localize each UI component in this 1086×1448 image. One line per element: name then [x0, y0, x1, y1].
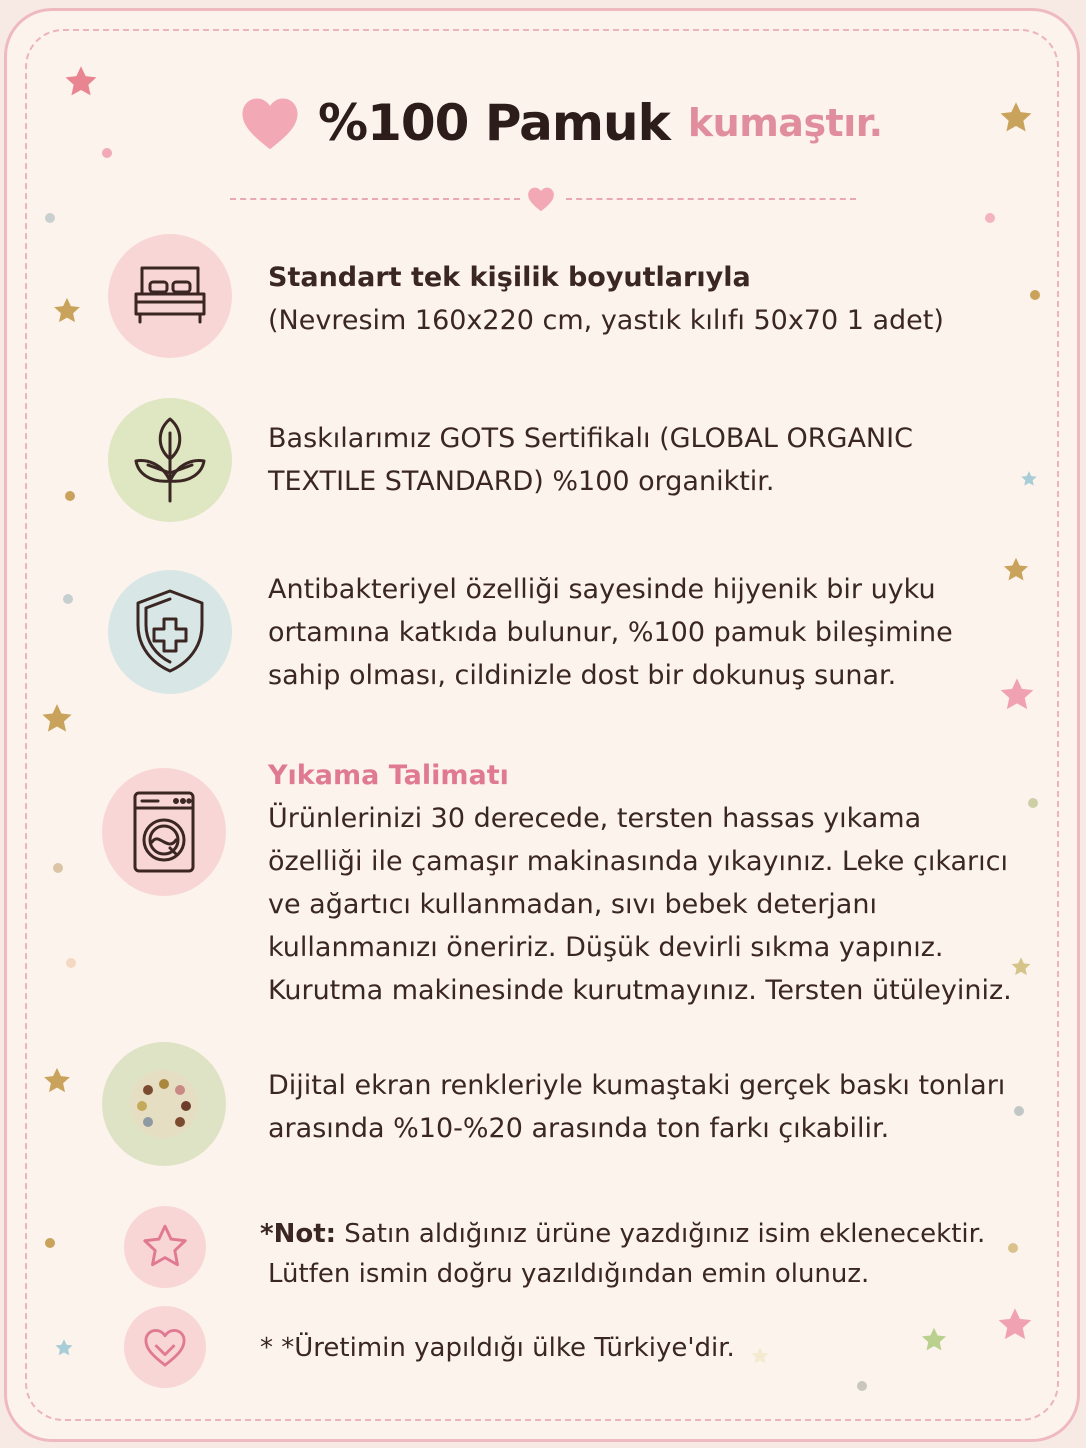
dot-decoration — [53, 863, 63, 873]
feature-gots-line: TEXTILE STANDARD) %100 organiktir. — [268, 466, 775, 497]
feature-color-line: arasında %10-%20 arasında ton farkı çıkabilir. — [268, 1113, 890, 1144]
dot-decoration — [1014, 1106, 1024, 1116]
feature-antibacterial-line: Antibakteriyel özelliği sayesinde hijyenik bir uyku — [268, 574, 936, 605]
feature-size-line: (Nevresim 160x220 cm, yastık kılıfı 50x70 1 adet) — [268, 305, 944, 336]
heart-icon — [142, 1326, 188, 1368]
title-main: %100 Pamuk — [318, 94, 670, 152]
feature-antibacterial-line: sahip olması, cildinizle dost bir dokunuş sunar. — [268, 660, 897, 691]
leaf-icon-badge — [108, 398, 232, 522]
leaf-plant-icon — [132, 415, 208, 505]
star-decoration-icon — [1010, 956, 1032, 978]
washing-line: Ürünlerinizi 30 derecede, tersten hassas yıkama — [268, 803, 922, 834]
palette-icon-badge — [102, 1042, 226, 1166]
dot-decoration — [65, 491, 75, 501]
divider-heart-icon — [527, 186, 555, 212]
dot-decoration — [857, 1381, 867, 1391]
star-decoration-icon — [750, 1346, 770, 1366]
star-decoration-icon — [62, 64, 100, 100]
star-decoration-icon — [42, 1066, 72, 1096]
note-line: Lütfen ismin doğru yazıldığından emin olunuz. — [268, 1259, 870, 1289]
dot-decoration — [66, 958, 76, 968]
star-decoration-icon — [1020, 470, 1038, 488]
feature-color-text — [268, 1064, 1005, 1150]
feature-size-heading: Standart tek kişilik boyutlarıyla — [268, 262, 751, 293]
star-decoration-icon — [920, 1326, 948, 1354]
washing-line: ve ağartıcı kullanmadan, sıvı bebek deterjanı — [268, 889, 877, 920]
star-decoration-icon — [998, 100, 1034, 136]
star-decoration-icon — [52, 296, 82, 326]
star-decoration-icon — [54, 1338, 74, 1358]
washing-icon-badge — [102, 768, 226, 896]
feature-gots-line: Baskılarımız GOTS Sertifikalı (GLOBAL ORGANIC — [268, 423, 913, 454]
bed-icon-badge — [108, 234, 232, 358]
washing-heading: Yıkama Talimatı — [268, 760, 509, 791]
bed-icon — [130, 260, 210, 332]
note-line: Satın aldığınız ürüne yazdığınız isim eklenecektir. — [336, 1219, 986, 1249]
heart-icon — [240, 95, 300, 151]
washing-line: kullanmanızı öneririz. Düşük devirli sıkma yapınız. — [268, 932, 944, 963]
washing-instructions-text — [268, 754, 1012, 1012]
feature-antibacterial-text — [268, 568, 953, 697]
feature-color-line: Dijital ekran renkleriyle kumaştaki gerçek baskı tonları — [268, 1070, 1006, 1101]
note-name-text — [260, 1214, 985, 1294]
star-icon-badge — [124, 1206, 206, 1288]
feature-antibacterial-line: ortamına katkıda bulunur, %100 pamuk bileşimine — [268, 617, 953, 648]
shield-plus-icon — [132, 587, 208, 677]
title-sub: kumaştır. — [687, 101, 883, 145]
washing-line: özelliği ile çamaşır makinasında yıkayınız. Leke çıkarıcı — [268, 846, 1008, 877]
dot-decoration — [1028, 798, 1038, 808]
star-icon — [139, 1222, 191, 1272]
dot-decoration — [102, 148, 112, 158]
washing-line: Kurutma makinesinde kurutmayınız. Tersten ütüleyiniz. — [268, 975, 1012, 1006]
note-origin-text: * *Üretimin yapıldığı ülke Türkiye'dir. — [260, 1333, 735, 1363]
divider-right — [566, 198, 856, 200]
washing-machine-icon — [132, 790, 196, 874]
divider-left — [230, 198, 520, 200]
note-label: *Not: — [260, 1219, 337, 1249]
dot-decoration — [1008, 1243, 1018, 1253]
dot-decoration — [1030, 290, 1040, 300]
color-palette-icon — [122, 1062, 206, 1146]
dot-decoration — [63, 594, 73, 604]
star-decoration-icon — [1002, 556, 1030, 584]
feature-size-text — [268, 256, 944, 342]
dot-decoration — [45, 213, 55, 223]
heart-icon-badge — [124, 1306, 206, 1388]
feature-gots-text — [268, 417, 913, 503]
shield-icon-badge — [108, 570, 232, 694]
star-decoration-icon — [998, 676, 1036, 714]
star-decoration-icon — [40, 702, 74, 736]
dot-decoration — [45, 1238, 55, 1248]
star-decoration-icon — [996, 1306, 1034, 1344]
page-title — [240, 88, 883, 158]
dot-decoration — [985, 213, 995, 223]
